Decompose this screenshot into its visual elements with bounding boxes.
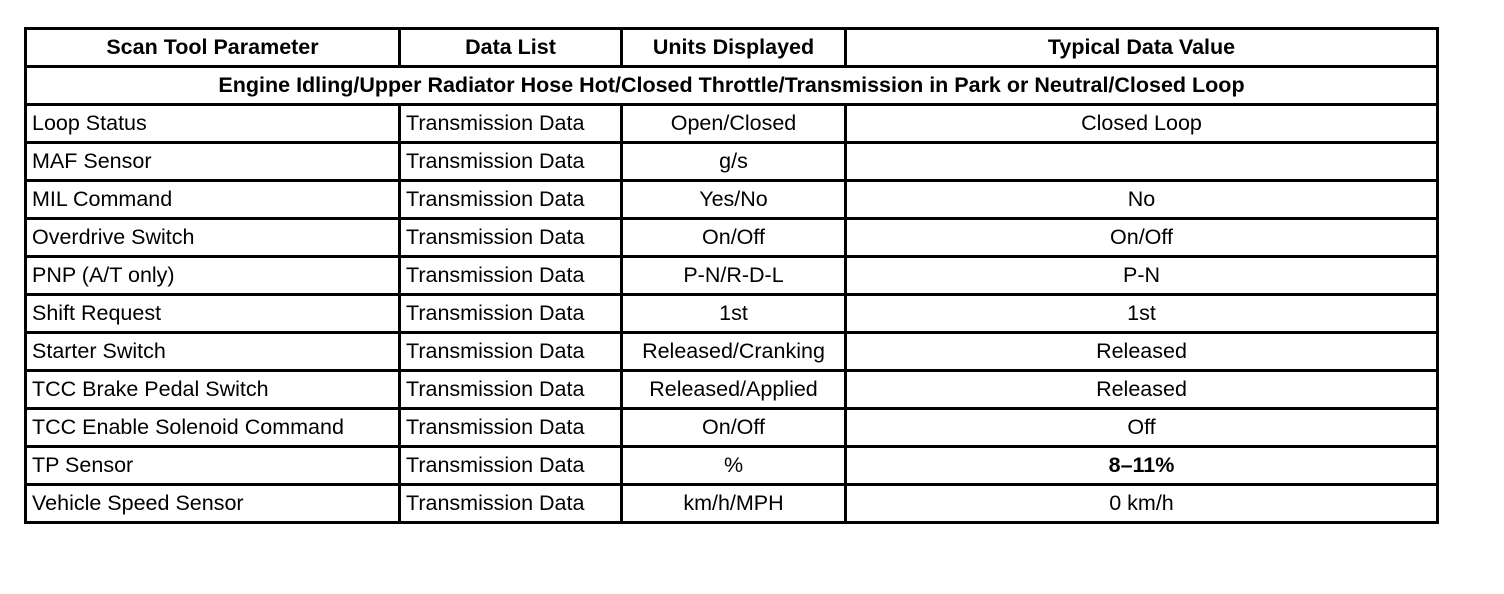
parameter-cell: PNP (A/T only): [26, 257, 400, 295]
typical-value-cell: [846, 143, 1438, 181]
data-list-cell: Transmission Data: [400, 333, 622, 371]
header-row: [26, 29, 1438, 67]
table-row: [26, 333, 1438, 371]
scan-tool-data-table: [24, 27, 1439, 524]
units-cell: On/Off: [622, 409, 846, 447]
table-row: [26, 409, 1438, 447]
header-scan-tool-parameter: Scan Tool Parameter: [26, 29, 400, 67]
parameter-cell: Shift Request: [26, 295, 400, 333]
units-cell: Released/Applied: [622, 371, 846, 409]
test-condition: Engine Idling/Upper Radiator Hose Hot/Closed Throttle/Transmission in Park or Neutral/Closed Loop: [26, 67, 1438, 105]
table-row: [26, 143, 1438, 181]
header-typical-data-value: Typical Data Value: [846, 29, 1438, 67]
data-list-cell: Transmission Data: [400, 105, 622, 143]
parameter-cell: MIL Command: [26, 181, 400, 219]
units-cell: Released/Cranking: [622, 333, 846, 371]
data-list-cell: Transmission Data: [400, 371, 622, 409]
table-row: [26, 371, 1438, 409]
table-row: [26, 295, 1438, 333]
parameter-cell: Starter Switch: [26, 333, 400, 371]
typical-value-cell: 1st: [846, 295, 1438, 333]
typical-value-cell: Closed Loop: [846, 105, 1438, 143]
parameter-cell: Vehicle Speed Sensor: [26, 485, 400, 523]
table-row: [26, 219, 1438, 257]
units-cell: P-N/R-D-L: [622, 257, 846, 295]
table-row: [26, 257, 1438, 295]
units-cell: g/s: [622, 143, 846, 181]
table-row: [26, 181, 1438, 219]
typical-value-cell: Released: [846, 371, 1438, 409]
typical-value-cell: On/Off: [846, 219, 1438, 257]
data-list-cell: Transmission Data: [400, 447, 622, 485]
units-cell: On/Off: [622, 219, 846, 257]
parameter-cell: TP Sensor: [26, 447, 400, 485]
units-cell: km/h/MPH: [622, 485, 846, 523]
parameter-cell: Overdrive Switch: [26, 219, 400, 257]
typical-value-cell: P-N: [846, 257, 1438, 295]
units-cell: Open/Closed: [622, 105, 846, 143]
typical-value-cell: No: [846, 181, 1438, 219]
parameter-cell: TCC Enable Solenoid Command: [26, 409, 400, 447]
table-row: [26, 105, 1438, 143]
data-list-cell: Transmission Data: [400, 295, 622, 333]
condition-row: [26, 67, 1438, 105]
header-units-displayed: Units Displayed: [622, 29, 846, 67]
table-row: [26, 447, 1438, 485]
units-cell: %: [622, 447, 846, 485]
parameter-cell: MAF Sensor: [26, 143, 400, 181]
typical-value-cell: 0 km/h: [846, 485, 1438, 523]
data-list-cell: Transmission Data: [400, 409, 622, 447]
data-list-cell: Transmission Data: [400, 143, 622, 181]
data-list-cell: Transmission Data: [400, 257, 622, 295]
data-list-cell: Transmission Data: [400, 485, 622, 523]
parameter-cell: Loop Status: [26, 105, 400, 143]
data-list-cell: Transmission Data: [400, 181, 622, 219]
table-row: [26, 485, 1438, 523]
data-list-cell: Transmission Data: [400, 219, 622, 257]
typical-value-cell: 8–11%: [846, 447, 1438, 485]
header-data-list: Data List: [400, 29, 622, 67]
typical-value-cell: Off: [846, 409, 1438, 447]
typical-value-cell: Released: [846, 333, 1438, 371]
units-cell: Yes/No: [622, 181, 846, 219]
parameter-cell: TCC Brake Pedal Switch: [26, 371, 400, 409]
units-cell: 1st: [622, 295, 846, 333]
